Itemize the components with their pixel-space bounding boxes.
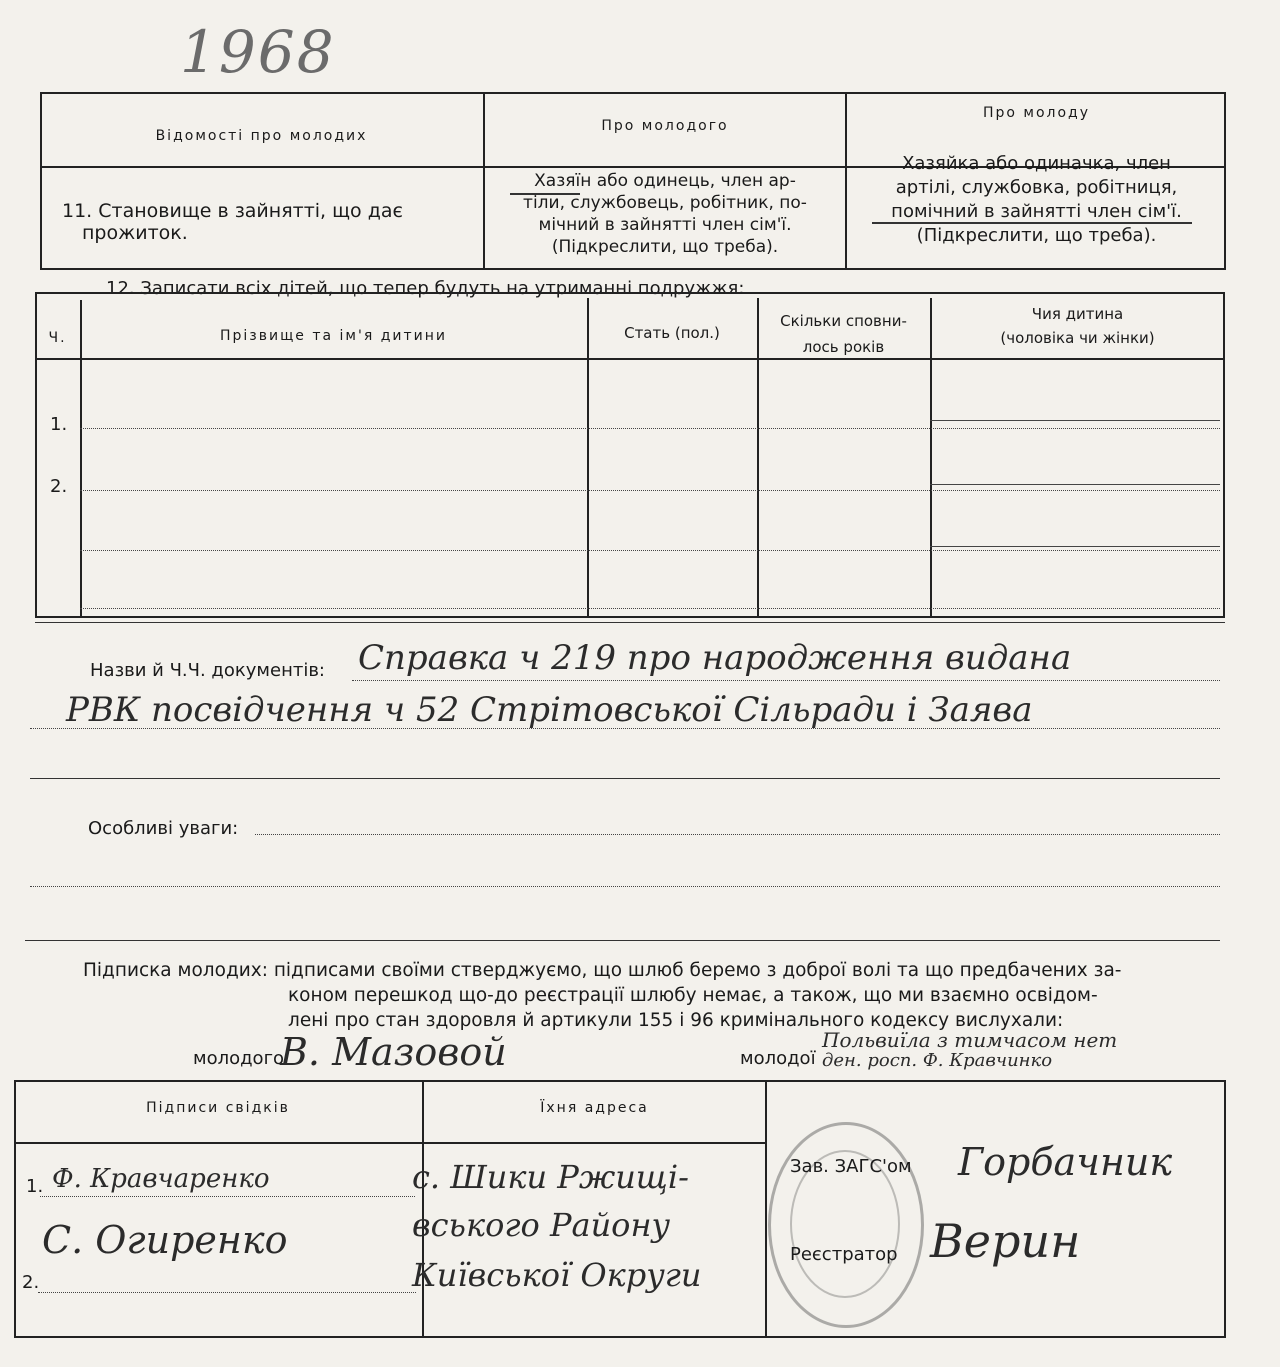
row11-label: 11. Становище в зайнятті, що дає прожиток.: [62, 200, 403, 244]
documents-label: Назви й Ч.Ч. документів:: [90, 660, 325, 681]
col-header-witness-signatures: Підписи свідків: [146, 1100, 290, 1116]
bride-signature-label: молодої: [740, 1048, 816, 1069]
col-header-num: Ч.: [48, 330, 67, 346]
col-header-spouses-info: Відомості про молодих: [155, 128, 368, 144]
witness-row-number-2: 2.: [22, 1272, 40, 1293]
registrar-label: Реєстратор: [790, 1244, 898, 1265]
col-header-child-name: Прізвище та ім'я дитини: [220, 328, 447, 344]
witness-address-line3: Київської Округи: [412, 1256, 702, 1294]
witness1-signature: Ф. Кравчаренко: [52, 1164, 270, 1194]
documents-handwritten-line2: РВК посвідчення ч 52 Стрітовської Сільради і Заява: [66, 690, 1033, 730]
bride-signature-line2: ден. росп. Ф. Кравчинко: [822, 1050, 1053, 1071]
zags-head-signature: Горбачник: [958, 1140, 1173, 1184]
child-row-number-1: 1.: [50, 414, 68, 435]
col-header-sex: Стать (пол.): [624, 324, 720, 342]
handwritten-page-number: 1968: [180, 18, 336, 86]
declaration-text: Підписка молодих: підписами своїми стверджуємо, що шлюб беремо з доброї волі та що предбачених за- коном перешкод що-до реєстрації шлюбу немає, а також, що ми взаємно освідом- лені про стан здоровля й артикули 155 і 96 кримінального кодексу вислухали:: [83, 960, 1122, 1031]
witness-address-line2: вського Району: [412, 1206, 671, 1244]
col-header-whose-child: Чия дитина (чоловіка чи жінки): [1000, 305, 1155, 347]
remarks-label: Особливі уваги:: [88, 818, 239, 839]
col-header-age: Скільки сповни- лось років: [780, 312, 907, 356]
underline-mark-bride: [872, 222, 1192, 224]
groom-signature: В. Мазовой: [280, 1030, 507, 1074]
witness2-signature: С. Огиренко: [42, 1218, 288, 1262]
bride-signature-line1: Польвиїла з тимчасом нет: [822, 1028, 1118, 1052]
groom-occupation-options: Хазяїн або одинець, член ар- тіли, службовець, робітник, по- мічний в зайнятті член сім'ї. (Підкреслити, що треба).: [523, 171, 807, 257]
underline-mark-groom: [510, 193, 580, 195]
documents-handwritten-line1: Справка ч 219 про народження видана: [358, 638, 1072, 678]
col-header-witness-address: Їхня адреса: [540, 1100, 649, 1116]
col-header-bride: Про молоду: [982, 105, 1091, 121]
witness-address-line1: с. Шики Ржищі-: [412, 1158, 689, 1196]
zags-head-label: Зав. ЗАГС'ом: [790, 1156, 912, 1177]
witness-row-number-1: 1.: [26, 1176, 44, 1197]
children-section-title: 12. Записати всіх дітей, що тепер будуть на утриманні подружжя:: [106, 278, 745, 299]
registrar-signature: Верин: [930, 1214, 1081, 1268]
bride-occupation-options: Хазяйка або одиначка, член артілі, службовка, робітниця, помічний в зайнятті член сім'ї. (Підкреслити, що треба).: [891, 153, 1182, 246]
col-header-groom: Про молодого: [601, 118, 729, 134]
groom-signature-label: молодого: [193, 1048, 285, 1069]
child-row-number-2: 2.: [50, 476, 68, 497]
